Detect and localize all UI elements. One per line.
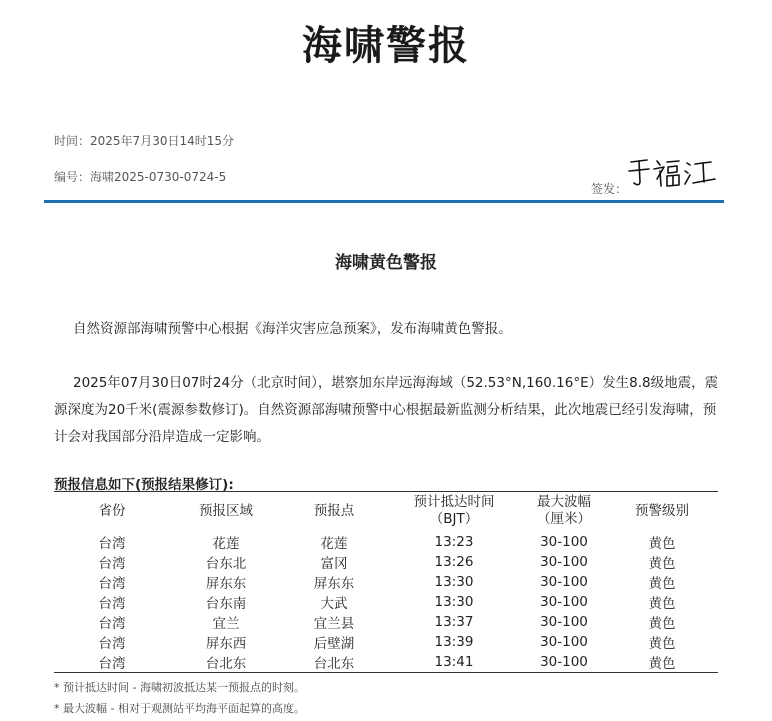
col-area: 预报区域 (199, 502, 253, 519)
table-row (54, 532, 718, 552)
cell-area: 台北东 (170, 652, 282, 673)
cell-arrival: 13:30 (434, 574, 474, 590)
cell-arrival: 13:26 (434, 554, 474, 570)
cell-province: 台湾 (98, 616, 126, 632)
cell-wave: 30-100 (540, 634, 588, 650)
intro-paragraph: 自然资源部海啸预警中心根据《海洋灾害应急预案》，发布海啸黄色警报。 (73, 321, 512, 337)
cell-wave: 30-100 (540, 574, 588, 590)
table-row (54, 612, 718, 632)
cell-level: 黄色 (648, 556, 676, 572)
cell-province: 台湾 (98, 556, 126, 572)
id-value: 海啸2025-0730-0724-5 (90, 170, 227, 184)
cell-level: 黄色 (648, 596, 676, 612)
cell-wave: 30-100 (522, 652, 606, 673)
forecast-table (54, 491, 718, 673)
cell-level: 黄色 (606, 652, 718, 673)
cell-province: 台湾 (98, 536, 126, 552)
col-arrival (386, 492, 522, 533)
table-row (54, 572, 718, 592)
cell-level: 黄色 (648, 636, 676, 652)
time-value: 2025年7月30日14时15分 (90, 134, 234, 148)
cell-area: 花莲 (212, 536, 240, 552)
cell-arrival: 13:37 (434, 614, 474, 630)
col-wave-unit: （厘米） (537, 511, 591, 527)
cell-area: 屏东西 (205, 636, 247, 652)
cell-area: 屏东东 (205, 576, 247, 592)
cell-level: 黄色 (648, 576, 676, 592)
alert-subtitle: 海啸黄色警报 (335, 253, 437, 273)
table-header-row (54, 492, 718, 533)
col-point: 预报点 (313, 502, 355, 519)
cell-level: 黄色 (648, 616, 676, 632)
event-paragraph: 2025年07月30日07时24分（北京时间），堪察加东岸远海海域（52.53°N,160.16°E）发生8.8级地震，震源深度为20千米(震源参数修订)。自然资源部海啸预警中心根据最新监测分析结果，此次地震已经引发海啸，预计会对我国部分沿岸造成一定影响。 (54, 375, 719, 445)
col-wave-label: 最大波幅 (537, 494, 591, 510)
cell-wave: 30-100 (540, 594, 588, 610)
col-arrival-label: 预计抵达时间 (413, 494, 495, 510)
cell-province: 台湾 (98, 576, 126, 592)
signature-image (627, 152, 717, 192)
cell-point: 花莲 (320, 536, 348, 552)
table-row (54, 552, 718, 572)
cell-arrival: 13:30 (434, 594, 474, 610)
cell-point: 宜兰县 (313, 616, 355, 632)
cell-area: 台东南 (205, 596, 247, 612)
col-level: 预警级别 (635, 502, 689, 519)
cell-wave: 30-100 (540, 614, 588, 630)
issue-time (54, 132, 234, 149)
note-wave: * 最大波幅 - 相对于观测站平均海平面起算的高度。 (54, 702, 305, 715)
table-row (54, 632, 718, 652)
col-province: 省份 (98, 502, 126, 519)
header-divider (44, 200, 724, 203)
table-row (54, 592, 718, 612)
forecast-heading: 预报信息如下(预报结果修订): (54, 477, 234, 493)
cell-arrival: 13:41 (386, 652, 522, 673)
document-title: 海啸警报 (302, 23, 470, 69)
col-arrival-unit: （BJT） (429, 511, 479, 527)
cell-point: 屏东东 (313, 576, 355, 592)
cell-point: 台北东 (282, 652, 386, 673)
id-label: 编号： (54, 170, 91, 184)
cell-province: 台湾 (98, 596, 126, 612)
cell-point: 大武 (320, 596, 348, 612)
bulletin-id (54, 168, 226, 185)
cell-wave: 30-100 (540, 534, 588, 550)
col-wave (522, 492, 606, 533)
note-arrival: * 预计抵达时间 - 海啸初波抵达某一预报点的时刻。 (54, 681, 305, 694)
cell-area: 宜兰 (212, 616, 240, 632)
table-row (54, 652, 718, 673)
cell-level: 黄色 (648, 536, 676, 552)
cell-point: 后壁湖 (313, 636, 355, 652)
cell-arrival: 13:23 (434, 534, 474, 550)
cell-province: 台湾 (54, 652, 170, 673)
cell-wave: 30-100 (540, 554, 588, 570)
cell-province: 台湾 (98, 636, 126, 652)
sign-label: 签发： (591, 182, 628, 196)
cell-arrival: 13:39 (434, 634, 474, 650)
cell-point: 富冈 (320, 556, 348, 572)
time-label: 时间： (54, 134, 91, 148)
cell-area: 台东北 (205, 556, 247, 572)
